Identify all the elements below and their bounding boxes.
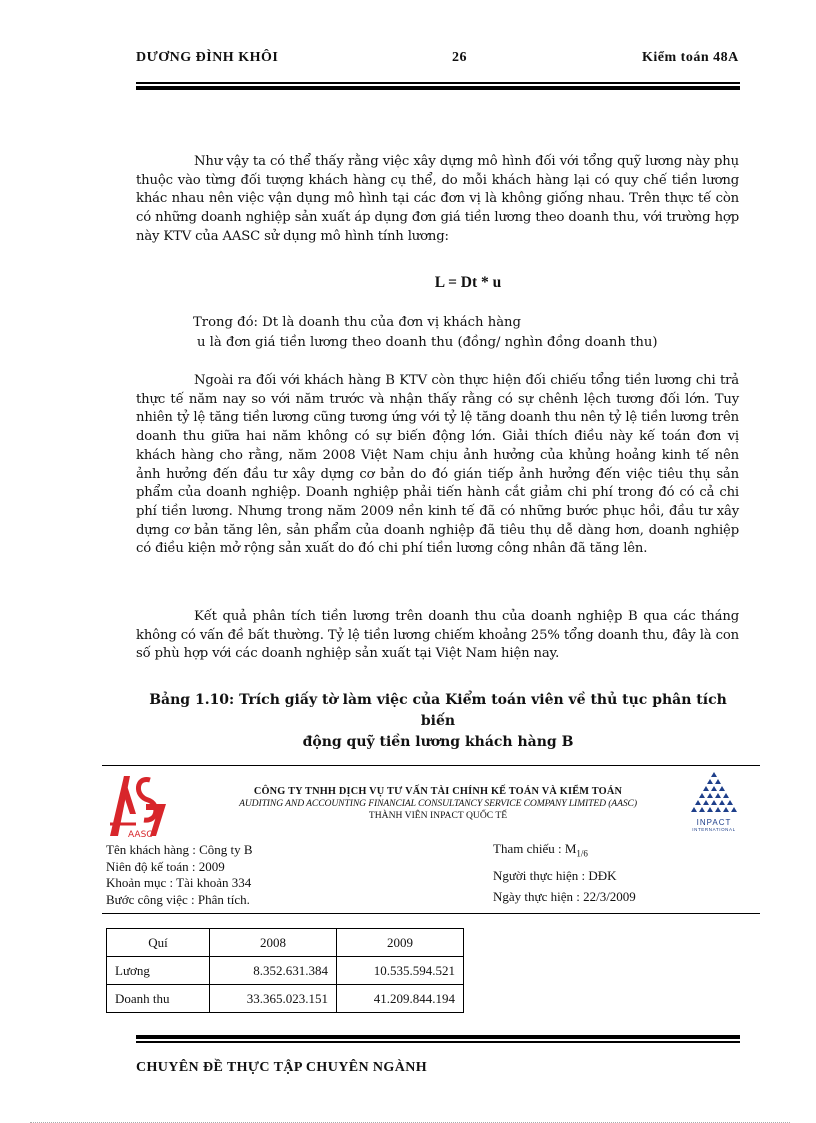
salary-revenue-table [106, 928, 464, 1013]
table-cell: 8.352.631.384 [210, 957, 337, 985]
table-cell: Doanh thu [107, 985, 210, 1013]
inpact-logo [684, 770, 744, 833]
reference-label: Tham chiếu : M [493, 841, 577, 856]
panel-top-rule [102, 765, 760, 766]
account-item: Khoản mục : Tài khoản 334 [106, 875, 252, 890]
paragraph-2: Ngoài ra đối với khách hàng B KTV còn thực hiện đối chiếu tổng tiền lương chi trả thực tế năm nay so với năm trước và nhận thấy rằng có sự chênh lệch tương đối lớn. Tuy nhiên tỷ lệ tăng tiền lương cũng tương ứng với tỷ lệ tăng doanh thu nên tỷ lệ tiền lương trên doanh thu giữa hai năm không có sự biến động lớn. Giải thích điều này kế toán đơn vị khách hàng cho rằng, năm 2008 Việt Nam chịu ảnh hưởng của khủng hoảng kinh tế nên ảnh hưởng đến đầu tư xây dựng cơ bản do đó gián tiếp ảnh hưởng đến việc tiêu thụ sản phẩm của doanh nghiệp. Doanh nghiệp phải tiến hành cắt giảm chi phí trong đó có cả chi phí tiền lương. Nhưng trong năm 2009 nền kinh tế đã có những bước phục hồi, đầu tư xây dựng cơ bản tăng lên, sản phẩm của doanh nghiệp đã tiêu thụ dễ dàng hơn, doanh nghiệp có điều kiện mở rộng sản xuất do đó chi phí tiền lương công nhân đã tăng lên. [136, 373, 739, 557]
formula-where-2: u là đơn giá tiền lương theo doanh thu (đồng/ nghìn đồng doanh thu) [197, 335, 658, 350]
page-number: 26 [452, 50, 467, 65]
table-cell: 33.365.023.151 [210, 985, 337, 1013]
table-header-cell: 2008 [210, 929, 337, 957]
footer-title: CHUYÊN ĐỀ THỰC TẬP CHUYÊN NGÀNH [136, 1060, 427, 1075]
table-caption [136, 690, 740, 753]
client-name: Tên khách hàng : Công ty B [106, 842, 253, 857]
client-info [106, 842, 253, 908]
table-header-cell: Quí [107, 929, 210, 957]
paragraph-3: Kết quả phân tích tiền lương trên doanh thu của doanh nghiệp B qua các tháng không có vấn đề bất thường. Tỷ lệ tiền lương chiếm khoảng 25% tổng doanh thu, đây là con số phù hợp với các doanh nghiệp sản xuất tại Việt Nam hiện nay. [136, 609, 739, 662]
aasc-logo-text: AASC [128, 830, 153, 840]
company-member: THÀNH VIÊN INPACT QUỐC TẾ [368, 810, 508, 821]
company-header [188, 786, 688, 822]
fiscal-year: Niên độ kế toán : 2009 [106, 858, 225, 874]
footer-rule-top [136, 1035, 740, 1039]
table-cell: 41.209.844.194 [337, 985, 464, 1013]
reference-sub: 1/6 [576, 848, 588, 859]
inpact-logo-sub: INTERNATIONAL [692, 827, 736, 832]
company-name: CÔNG TY TNHH DỊCH VỤ TƯ VẤN TÀI CHÍNH KẾ TOÁN VÀ KIỂM TOÁN [253, 786, 623, 797]
table-header-row [107, 929, 464, 957]
footer-rule-bottom [136, 1041, 740, 1043]
header-author: DƯƠNG ĐÌNH KHÔI [136, 50, 279, 65]
company-name-en: AUDITING AND ACCOUNTING FINANCIAL CONSULTANCY SERVICE COMPANY LIMITED (AASC) [239, 798, 637, 809]
aasc-logo-mark [106, 774, 170, 840]
performer: Người thực hiện : DĐK [493, 867, 617, 883]
header-class: Kiểm toán 48A [642, 50, 739, 65]
panel-mid-rule [102, 913, 760, 914]
inpact-logo-text: INPACT [696, 818, 732, 827]
paragraph-1: Như vậy ta có thể thấy rằng việc xây dựng mô hình đối với tổng quỹ lương này phụ thuộc vào từng đối tượng khách hàng cụ thể, do mỗi khách hàng lại có quy chế tiền lương khác nhau nên việc vận dụng mô hình tại các đơn vị là không giống nhau. Trên thực tế còn có những doanh nghiệp sản xuất áp dụng đơn giá tiền lương theo doanh thu, với trường hợp này KTV của AASC sử dụng mô hình tính lương: [136, 154, 739, 244]
inpact-triangle-icon [686, 770, 742, 814]
header-rule-top [136, 82, 740, 84]
table-header-cell: 2009 [337, 929, 464, 957]
formula-where-1: Trong đó: Dt là doanh thu của đơn vị khách hàng [193, 315, 521, 330]
reference [493, 838, 636, 865]
header-rule-bottom [136, 86, 740, 90]
table-cell: Lương [107, 957, 210, 985]
aasc-logo [106, 774, 170, 844]
work-step: Bước công việc : Phân tích. [106, 891, 250, 907]
perform-date: Ngày thực hiện : 22/3/2009 [493, 888, 636, 904]
reference-info [493, 838, 636, 907]
formula: L = Dt * u [434, 274, 502, 291]
table-row [107, 957, 464, 985]
table-row [107, 985, 464, 1013]
table-cell: 10.535.594.521 [337, 957, 464, 985]
caption-line-1: Bảng 1.10: Trích giấy tờ làm việc của Kiểm toán viên về thủ tục phân tích biến [149, 692, 727, 729]
caption-line-2: động quỹ tiền lương khách hàng B [302, 734, 574, 750]
